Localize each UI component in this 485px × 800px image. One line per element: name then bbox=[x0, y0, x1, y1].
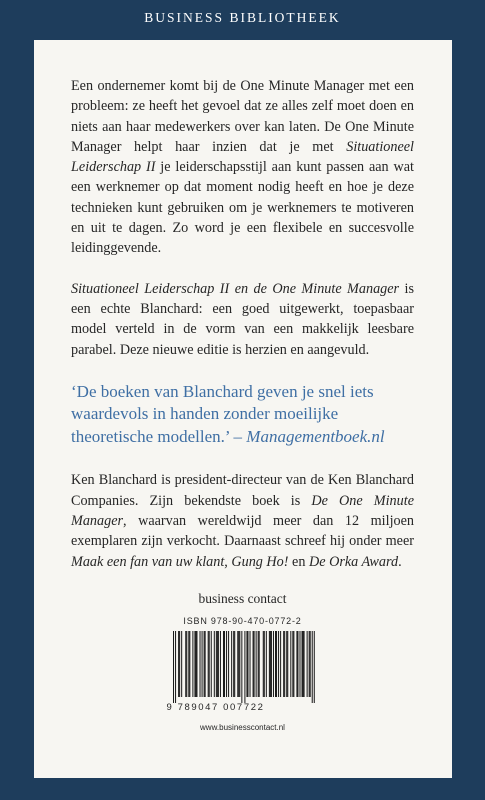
barcode-bar bbox=[178, 631, 179, 697]
barcode-bar bbox=[270, 631, 271, 697]
barcode-bars bbox=[167, 631, 319, 703]
book-title-italic: De Orka Award bbox=[309, 553, 399, 570]
barcode-bar bbox=[189, 631, 190, 697]
blurb-text-end: je leiderschapsstijl aan kunt passen aan wat een werknemer op dat moment nodig heeft en hoe je deze technieken kunt gebruiken om je werknemers te motiveren en uit te dagen. Zo word je een flexibele en succesvolle leidinggevende. bbox=[71, 159, 414, 257]
barcode-bar bbox=[188, 631, 189, 697]
barcode-bar bbox=[238, 631, 239, 697]
book-title-italic: Situationeel Leiderschap bbox=[71, 280, 220, 297]
barcode-bar bbox=[302, 631, 303, 697]
barcode-bar bbox=[175, 631, 176, 703]
barcode-bar bbox=[213, 631, 214, 697]
publisher-name: business contact bbox=[198, 590, 287, 606]
description-paragraph bbox=[71, 279, 414, 360]
barcode-bar bbox=[293, 631, 294, 697]
barcode-bar bbox=[241, 631, 242, 703]
barcode-bar bbox=[234, 631, 235, 697]
barcode-bar bbox=[179, 631, 180, 697]
barcode-bar bbox=[283, 631, 284, 697]
barcode-bar bbox=[306, 631, 307, 697]
back-cover-panel bbox=[34, 40, 452, 778]
barcode-bar bbox=[216, 631, 217, 697]
barcode-bar bbox=[203, 631, 204, 697]
barcode-bar bbox=[309, 631, 310, 697]
description-text: is een echte Blanchard: een goed uitgewerkt, toepasbaar model verteld in de vorm van een makkelijk leesbare parabel. Deze nieuwe editie is herzien en aangevuld. bbox=[71, 280, 414, 358]
barcode-bar bbox=[226, 631, 227, 697]
barcode-bar bbox=[280, 631, 281, 697]
barcode-bar bbox=[210, 631, 211, 697]
barcode-bar bbox=[219, 631, 220, 697]
barcode-bar bbox=[195, 631, 196, 697]
barcode-bar bbox=[192, 631, 193, 697]
barcode-bar bbox=[292, 631, 293, 697]
barcode-bar bbox=[173, 631, 174, 703]
quote-text: ‘De boeken van Blanchard geven je snel iets waardevols in handen zonder moeilijke theoretische modellen.’ – bbox=[71, 381, 374, 446]
barcode-bar bbox=[311, 631, 312, 703]
barcode-bar bbox=[290, 631, 291, 697]
book-title-roman-numeral: II bbox=[219, 280, 230, 297]
bio-text: , waarvan wereldwijd meer dan 12 miljoen exemplaren zijn verkocht. Daarnaast schreef hij onder meer bbox=[71, 512, 414, 550]
barcode-bar bbox=[239, 631, 240, 697]
barcode-bar bbox=[258, 631, 259, 697]
barcode-bar bbox=[181, 631, 182, 697]
barcode-bar bbox=[233, 631, 234, 697]
barcode-bar bbox=[217, 631, 218, 697]
isbn-number: ISBN 978-90-470-0772-2 bbox=[183, 615, 302, 626]
barcode-bar bbox=[313, 631, 314, 703]
bio-text: , bbox=[224, 553, 232, 570]
bio-text: . bbox=[398, 553, 402, 570]
book-title-italic: Gung Ho! bbox=[231, 553, 289, 570]
barcode-bar bbox=[276, 631, 277, 697]
bio-text: Ken Blanchard is president-directeur van de Ken Blanchard Companies. Zijn bekendste boek is bbox=[71, 472, 414, 509]
barcode-bar bbox=[303, 631, 304, 697]
barcode-bar bbox=[199, 631, 200, 697]
barcode-bar bbox=[269, 631, 270, 697]
book-title-italic: Situationeel Leiderschap bbox=[71, 138, 414, 176]
book-title-italic: Maak een fan van uw klant bbox=[71, 553, 225, 570]
author-bio-paragraph bbox=[71, 470, 414, 571]
blurb-text: Een ondernemer komt bij de One Minute Manager met een probleem: ze heeft het gevoel dat ze alles zelf moet doen en niets aan haar medewerkers over kan laten. De One Minute Manager helpt haar inzien dat je met bbox=[71, 78, 414, 155]
book-title-italic-end: en de One Minute Manager bbox=[229, 280, 400, 297]
barcode-bar bbox=[207, 631, 208, 697]
barcode-bar bbox=[231, 631, 232, 697]
quote-source: Managementboek.nl bbox=[246, 426, 385, 446]
barcode-bar bbox=[185, 631, 186, 697]
barcode-bar bbox=[196, 631, 197, 697]
barcode-bar bbox=[186, 631, 187, 697]
barcode-bar bbox=[222, 631, 223, 697]
barcode-bar bbox=[215, 631, 216, 697]
barcode-bar bbox=[255, 631, 256, 697]
barcode-bar bbox=[249, 631, 250, 697]
barcode-bar bbox=[287, 631, 288, 697]
barcode-bar bbox=[257, 631, 258, 697]
publisher-website: www.businesscontact.nl bbox=[200, 722, 285, 732]
barcode-bar bbox=[296, 631, 297, 697]
book-title-roman-numeral: II bbox=[146, 159, 156, 176]
barcode-bar bbox=[263, 631, 264, 697]
barcode-bar bbox=[275, 631, 276, 697]
barcode-bar bbox=[208, 631, 209, 697]
barcode-bar bbox=[252, 631, 253, 697]
blurb-paragraph bbox=[71, 76, 414, 259]
barcode-bar bbox=[286, 631, 287, 697]
barcode-bar bbox=[284, 631, 285, 697]
barcode bbox=[167, 631, 319, 713]
barcode-bar bbox=[201, 631, 202, 697]
barcode-bar bbox=[299, 631, 300, 697]
barcode-bar bbox=[247, 631, 248, 697]
barcode-bar bbox=[297, 631, 298, 697]
review-quote bbox=[71, 381, 414, 449]
barcode-digits: 9 789047 007722 bbox=[166, 701, 265, 713]
barcode-bar bbox=[204, 631, 205, 697]
barcode-bar bbox=[237, 631, 238, 697]
barcode-bar bbox=[253, 631, 254, 697]
series-title: BUSINESS BIBLIOTHEEK bbox=[144, 10, 341, 25]
barcode-bar bbox=[244, 631, 245, 703]
barcode-bar bbox=[268, 631, 269, 697]
barcode-bar bbox=[194, 631, 195, 697]
barcode-bar bbox=[308, 631, 309, 697]
barcode-bar bbox=[246, 631, 247, 697]
barcode-bar bbox=[228, 631, 229, 697]
barcode-bar bbox=[272, 631, 273, 697]
bio-text: en bbox=[288, 553, 309, 570]
barcode-bar bbox=[278, 631, 279, 697]
barcode-bar bbox=[301, 631, 302, 697]
barcode-bar bbox=[265, 631, 266, 697]
barcode-bar bbox=[262, 631, 263, 697]
barcode-bar bbox=[224, 631, 225, 697]
book-title-italic: De One Minute Manager bbox=[71, 492, 414, 529]
